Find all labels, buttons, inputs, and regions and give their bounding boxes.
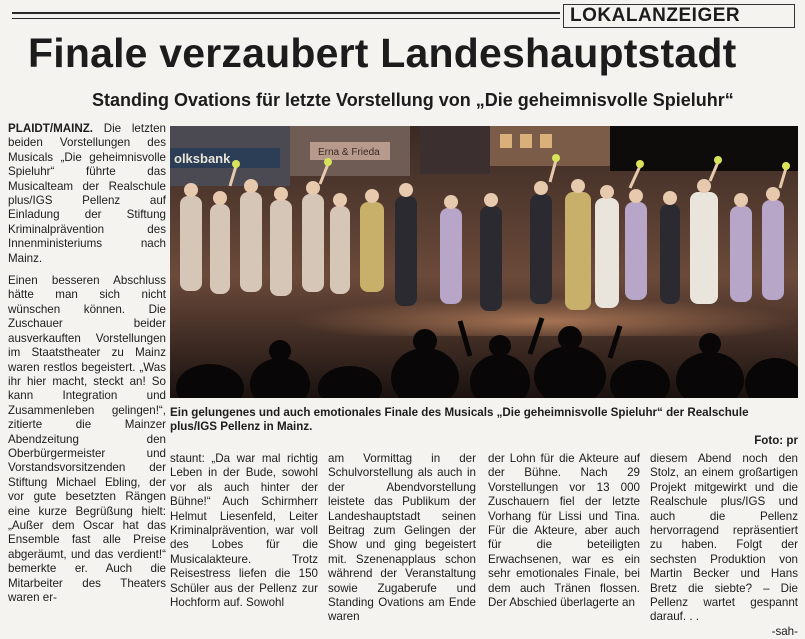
article-paragraph-2: Einen besseren Abschluss hätte man sich nicht wünschen können. Die Zuschauer beider ausverkauften Vorstellungen im Staatstheater zu Mainz waren restlos begeistert. „Was ihr hier macht, steckt an! So kann Integration und Zusammenleben gelingen!“, zitierte die Mainzer Abendzeitung den Oberbürgermeister und Vorstandsvorsitzenden der Stiftung Michael Ebling, der vor gute besetzten Rängen eine kurze Begrüßung hielt: „Außer dem Oscar hat das Ensemble fast alle Preise abgeräumt, und das verdient!“ bemerkte er. Auch die Mitarbeiter des Theaters waren er- (8, 274, 166, 604)
caption-text: Ein gelungenes und auch emotionales Finale des Musicals „Die geheimnisvolle Spieluhr“ der Realschule plus/IGS Pellenz in Mainz. (170, 406, 749, 433)
subheadline: Standing Ovations für letzte Vorstellung von „Die geheimnisvolle Spieluhr“ (92, 90, 734, 110)
header-rule (12, 12, 560, 14)
article-lead: Die letzten beiden Vorstellungen des Musicals „Die geheimnisvolle Spieluhr“ führte das Musicalteam der Realschule plus/IGS Pellenz auf Einladung der Stiftung Kriminalprävention des Innenministeriums nach Mainz. (8, 122, 166, 265)
masthead (563, 4, 795, 28)
article-paragraph-1 (8, 122, 166, 266)
article-column-1 (8, 122, 166, 613)
backdrop-sign-shop: Erna & Frieda (318, 147, 380, 158)
header-rule-thin (12, 18, 560, 19)
stage-photo-image (170, 126, 798, 398)
article-column-3 (328, 452, 476, 625)
article-column-2-text: staunt: „Da war mal richtig Leben in der Bude, sowohl vor als auch hinter der Bühne!“ Auch Schirmherr Helmut Liesenfeld, Leiter Kriminalprävention, war voll des Lobes für die Musicalakteure. Trotz Reisestress liefen die 150 Schüler aus der Pellenz zur Hochform auf. Sowohl (170, 452, 318, 610)
masthead-anzeiger: ANZEIGER (637, 5, 741, 26)
backdrop-sign-bank: olksbank (174, 151, 231, 166)
headline: Finale verzaubert Landeshauptstadt (28, 30, 737, 76)
author-signature: -sah- (771, 624, 798, 638)
dateline: PLAIDT/MAINZ. (8, 122, 94, 135)
photo-credit: Foto: pr (754, 434, 798, 447)
article-column-5 (650, 452, 798, 639)
article-column-3-text: am Vormittag in der Schulvorstellung als auch in der Abendvorstellung leistete das Publikum der Landeshauptstadt seinen Beitrag zum Gelingen der Show und ging begeistert mit. Szenenapplaus schon während der Veranstaltung sowie Zugaberufe und Standing Ovations am Ende waren (328, 452, 476, 624)
article-column-4 (488, 452, 640, 610)
photo-caption (170, 406, 798, 447)
article-column-4-text: der Lohn für die Akteure auf der Bühne. Nach 29 Vorstellungen vor 13 000 Zuschauern fiel der letzte Vorhang für Lissi und Tina. Für die Akteure, aber auch für die beteiligten Erwachsenen, war es ein sehr emotionales Finale, bei dem auch Tränen flossen. Der Abschied überlagerte an (488, 452, 640, 610)
article-column-5-text: diesem Abend noch den Stolz, an einem großartigen Projekt mitgewirkt und die Realschule plus/IGS und auch die Pellenz hervorragend repräsentiert zu haben. Folgt der sechsten Produktion von Martin Becker und Hans Bretz die siebte? – Die Pellenz wartet gespannt darauf. . . (650, 452, 798, 624)
stage-photo (170, 126, 798, 398)
article-column-2 (170, 452, 318, 610)
masthead-lokal: LOKAL (570, 5, 638, 26)
